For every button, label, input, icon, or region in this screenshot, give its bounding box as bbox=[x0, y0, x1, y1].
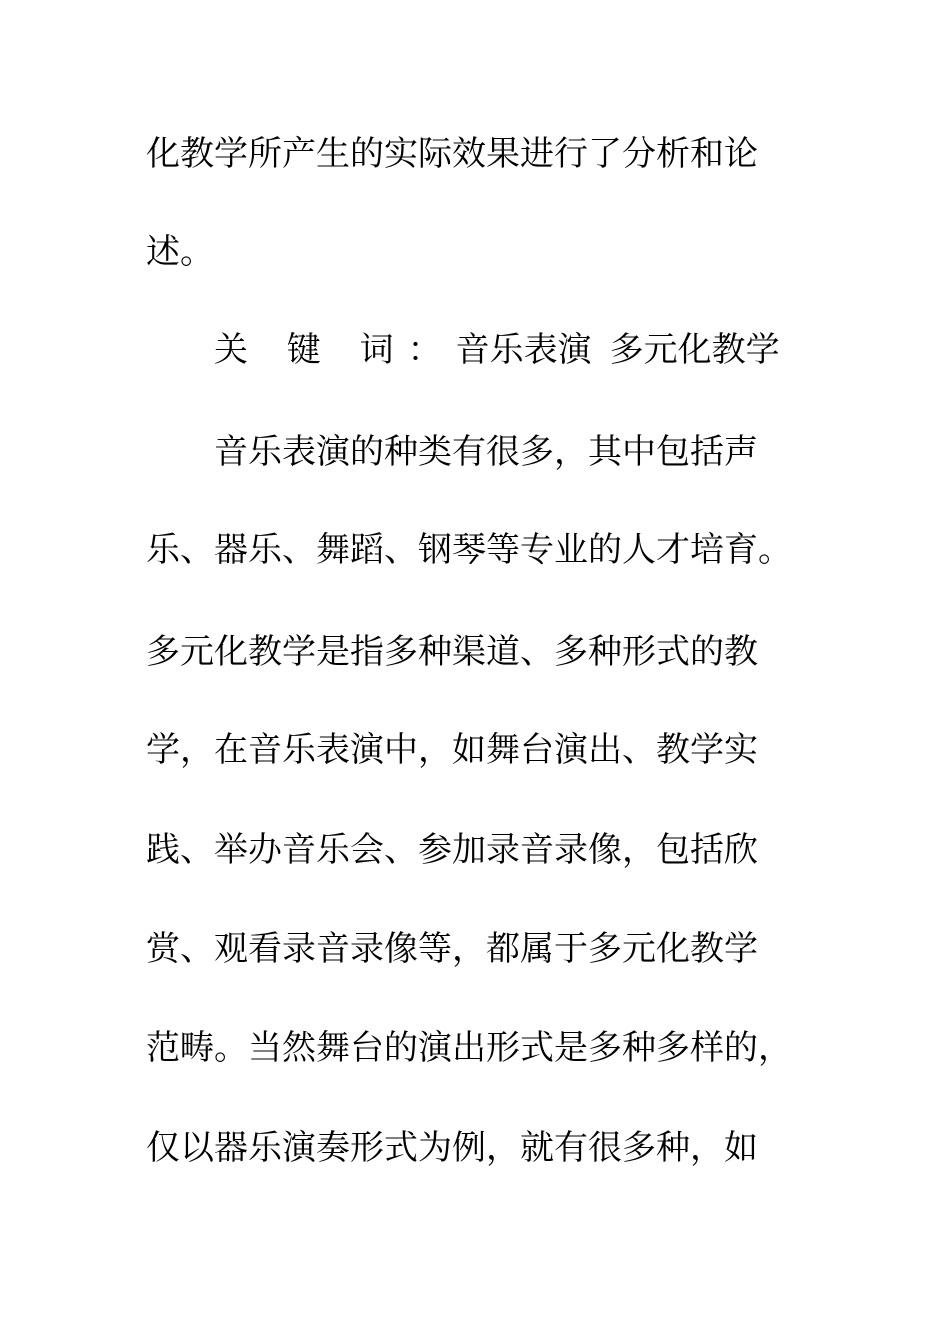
abstract-line-1: 化教学所产生的实际效果进行了分析和论 bbox=[146, 134, 758, 174]
body-line-1: 音乐表演的种类有很多，其中包括声 bbox=[214, 432, 758, 472]
body-line-4: 学，在音乐表演中，如舞台演出、教学实 bbox=[146, 730, 758, 770]
keyword-item: 音乐表演 bbox=[455, 330, 592, 370]
body-line-5: 践、举办音乐会、参加录音录像，包括欣 bbox=[146, 830, 758, 870]
body-line-7: 范畴。当然舞台的演出形式是多种多样的， bbox=[146, 1028, 792, 1068]
body-line-2: 乐、器乐、舞蹈、钢琴等专业的人才培育。 bbox=[146, 530, 792, 570]
body-line-3: 多元化教学是指多种渠道、多种形式的教 bbox=[146, 632, 758, 672]
keywords-line bbox=[214, 330, 780, 370]
abstract-line-2: 述。 bbox=[146, 232, 214, 272]
body-line-6: 赏、观看录音录像等，都属于多元化教学 bbox=[146, 929, 758, 969]
body-line-8: 仅以器乐演奏形式为例，就有很多种，如 bbox=[146, 1128, 758, 1168]
keyword-item: 多元化教学 bbox=[609, 330, 780, 370]
keywords-label: 关 键 词： bbox=[214, 330, 456, 370]
